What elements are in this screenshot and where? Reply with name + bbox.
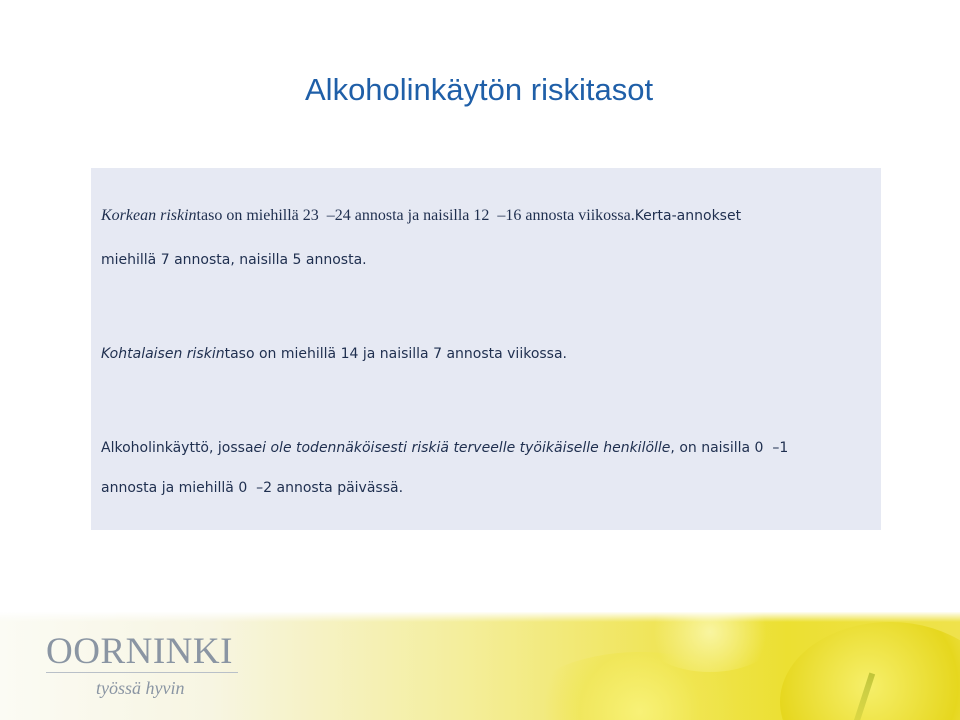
- paragraph-low-risk-line-2: annosta ja miehillä 0 –2 annosta päivässä.: [101, 480, 404, 496]
- yellow-flower-image: [780, 622, 960, 720]
- slide-title: Alkoholinkäytön riskitasot: [305, 72, 654, 107]
- single-occasion-label: Kerta-annokset: [634, 208, 742, 224]
- company-logo: [46, 632, 246, 704]
- paragraph-high-risk-line-2: miehillä 7 annosta, naisilla 5 annosta.: [101, 252, 367, 268]
- moderate-risk-term: Kohtalaisen riskin: [101, 346, 225, 362]
- logo-name: OORNINKI: [46, 631, 233, 672]
- high-risk-text: taso on miehillä 23 –24 annosta ja naisilla 12 –16 annosta viikossa.: [196, 207, 635, 224]
- band-glow: [0, 612, 960, 622]
- paragraph-low-risk-line-1: [101, 436, 788, 460]
- low-risk-text-end: , on naisilla 0 –1: [670, 440, 789, 456]
- low-risk-term: ei ole todennäköisesti riskiä terveelle työikäiselle henkilölle: [253, 440, 671, 456]
- logo-tagline: työssä hyvin: [96, 678, 185, 698]
- low-risk-text-start: Alkoholinkäyttö, jossa: [101, 440, 254, 456]
- paragraph-high-risk-line-1: [101, 204, 741, 228]
- high-risk-term: Korkean riskin: [101, 207, 197, 224]
- logo-divider: [46, 672, 238, 673]
- paragraph-moderate-risk: [101, 342, 567, 366]
- moderate-risk-text: taso on miehillä 14 ja naisilla 7 annosta viikossa.: [224, 346, 568, 362]
- content-box: [91, 168, 881, 530]
